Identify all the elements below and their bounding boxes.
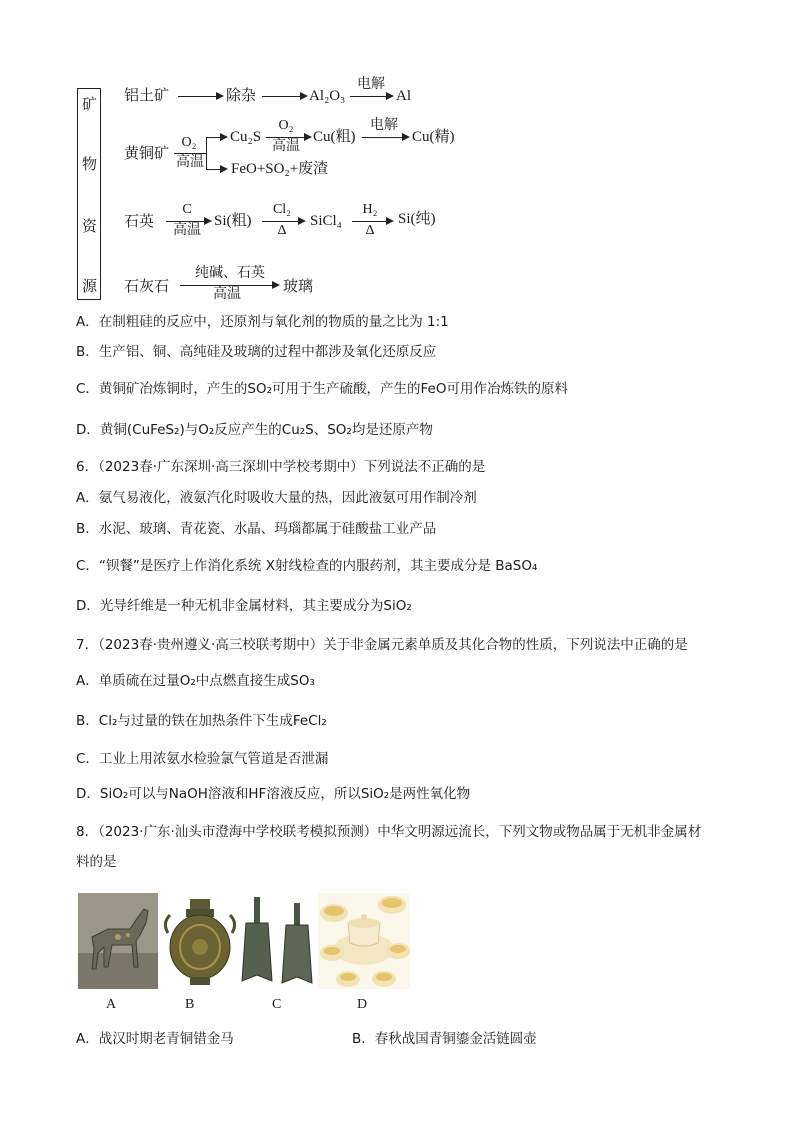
q7-option-c: C．工业上用浓氨水检验氯气管道是否泄漏 [76,751,329,767]
q6-option-a: A．氨气易液化，液氨汽化时吸收大量的热，因此液氨可用作制冷剂 [76,490,477,506]
high-temp-condition: 高温 [173,223,201,238]
crude-silicon-label: Si(粗) [214,213,252,229]
chlorine-condition: Cl₂ [272,202,292,217]
q7-option-b: B．Cl₂与过量的铁在加热条件下生成FeCl₂ [76,713,327,729]
alumina-label: Al₂O₃ [309,88,346,104]
refined-copper-label: Cu(精) [412,129,455,145]
side-char-4: 源 [82,277,98,295]
pure-silicon-label: Si(纯) [398,211,436,227]
heat-condition: Δ [277,223,287,238]
arrow-head [402,133,410,141]
porcelain-tea-set-image [318,893,410,989]
arrow-line [178,96,218,97]
oxygen-condition: O₂ [278,118,294,133]
electrolysis-condition: 电解 [370,118,398,133]
image-label-d: D [357,997,368,1012]
image-label-c: C [272,997,282,1012]
q5-option-d: D．黄铜(CuFeS₂)与O₂反应产生的Cu₂S、SO₂均是还原产物 [76,422,433,438]
q5-option-b: B．生产铝、铜、高纯硅及玻璃的过程中都涉及氧化还原反应 [76,344,437,360]
q5-option-c: C．黄铜矿冶炼铜时，产生的SO₂可用于生产硫酸，产生的FeO可用作冶炼铁的原料 [76,381,568,397]
arrow-line [262,96,302,97]
arrow-head [216,92,224,100]
arrow-line [180,285,274,286]
chalcopyrite-label: 黄铜矿 [124,146,170,162]
branch-line [206,137,207,169]
sicl4-label: SiCl₄ [310,213,342,229]
bauxite-label: 铝土矿 [124,88,170,104]
q8-option-a: A．战汉时期老青铜错金马 [76,1031,234,1047]
q6-option-c: C．“钡餐”是医疗上作消化系统 X射线检查的内服药剂，其主要成分是 BaSO₄ [76,558,538,574]
soda-quartz-condition: 纯碱、石英 [195,266,265,281]
resource-label-box [77,88,101,300]
electrolysis-condition: 电解 [357,77,385,92]
impurity-removal-label: 除杂 [226,88,257,104]
side-char-1: 矿 [82,95,98,113]
side-char-3: 资 [82,217,98,235]
arrow-line [174,153,206,154]
q7-option-d: D．SiO₂可以与NaOH溶液和HF溶液反应，所以SiO₂是两性氧化物 [76,786,471,802]
q7-option-a: A．单质硫在过量O₂中点燃直接生成SO₃ [76,673,315,689]
q8-stem-line2: 料的是 [76,854,117,870]
bronze-horse-image [78,893,158,989]
carbon-condition: C [182,202,192,217]
heat-condition: Δ [365,223,375,238]
cu2s-label: Cu₂S [230,129,262,145]
arrow-line [266,137,306,138]
byproducts-label: FeO+SO₂+废渣 [231,161,329,177]
q6-option-b: B．水泥、玻璃、青花瓷、水晶、玛瑙都属于硅酸盐工业产品 [76,521,437,537]
aluminum-label: Al [396,88,411,104]
oxygen-condition: O₂ [181,135,197,150]
arrow-line [352,221,388,222]
quartz-label: 石英 [124,214,155,230]
q8-option-b: B．春秋战国青铜鎏金活链圆壶 [352,1031,537,1047]
q7-stem: 7．（2023春·贵州遵义·高三校联考期中）关于非金属元素单质及其化合物的性质，下列说法中正确的是 [76,637,688,653]
arrow-line [350,96,388,97]
image-label-b: B [185,997,195,1012]
limestone-label: 石灰石 [124,279,170,295]
high-temp-condition: 高温 [213,287,241,302]
side-char-2: 物 [82,155,98,173]
q5-option-a: A．在制粗硅的反应中，还原剂与氧化剂的物质的量之比为 1:1 [76,314,449,330]
arrow-head [220,165,228,173]
arrow-head [220,133,228,141]
hydrogen-condition: H₂ [362,202,378,217]
arrow-head [386,92,394,100]
arrow-line [166,221,206,222]
bronze-pot-image [160,893,240,989]
q6-option-d: D．光导纤维是一种无机非金属材料，其主要成分为SiO₂ [76,598,412,614]
bronze-bells-image [238,893,318,989]
q8-stem-line1: 8．（2023·广东·汕头市澄海中学校联考模拟预测）中华文明源远流长，下列文物或物品属于无机非金属材 [76,824,702,840]
image-label-a: A [106,997,117,1012]
arrow-line [262,221,300,222]
arrow-head [300,92,308,100]
high-temp-condition: 高温 [272,139,300,154]
arrow-line [362,137,404,138]
glass-label: 玻璃 [283,279,314,295]
q6-stem: 6．（2023春·广东深圳·高三深圳中学校考期中）下列说法不正确的是 [76,459,486,475]
high-temp-condition: 高温 [176,155,204,170]
crude-copper-label: Cu(粗) [313,129,356,145]
